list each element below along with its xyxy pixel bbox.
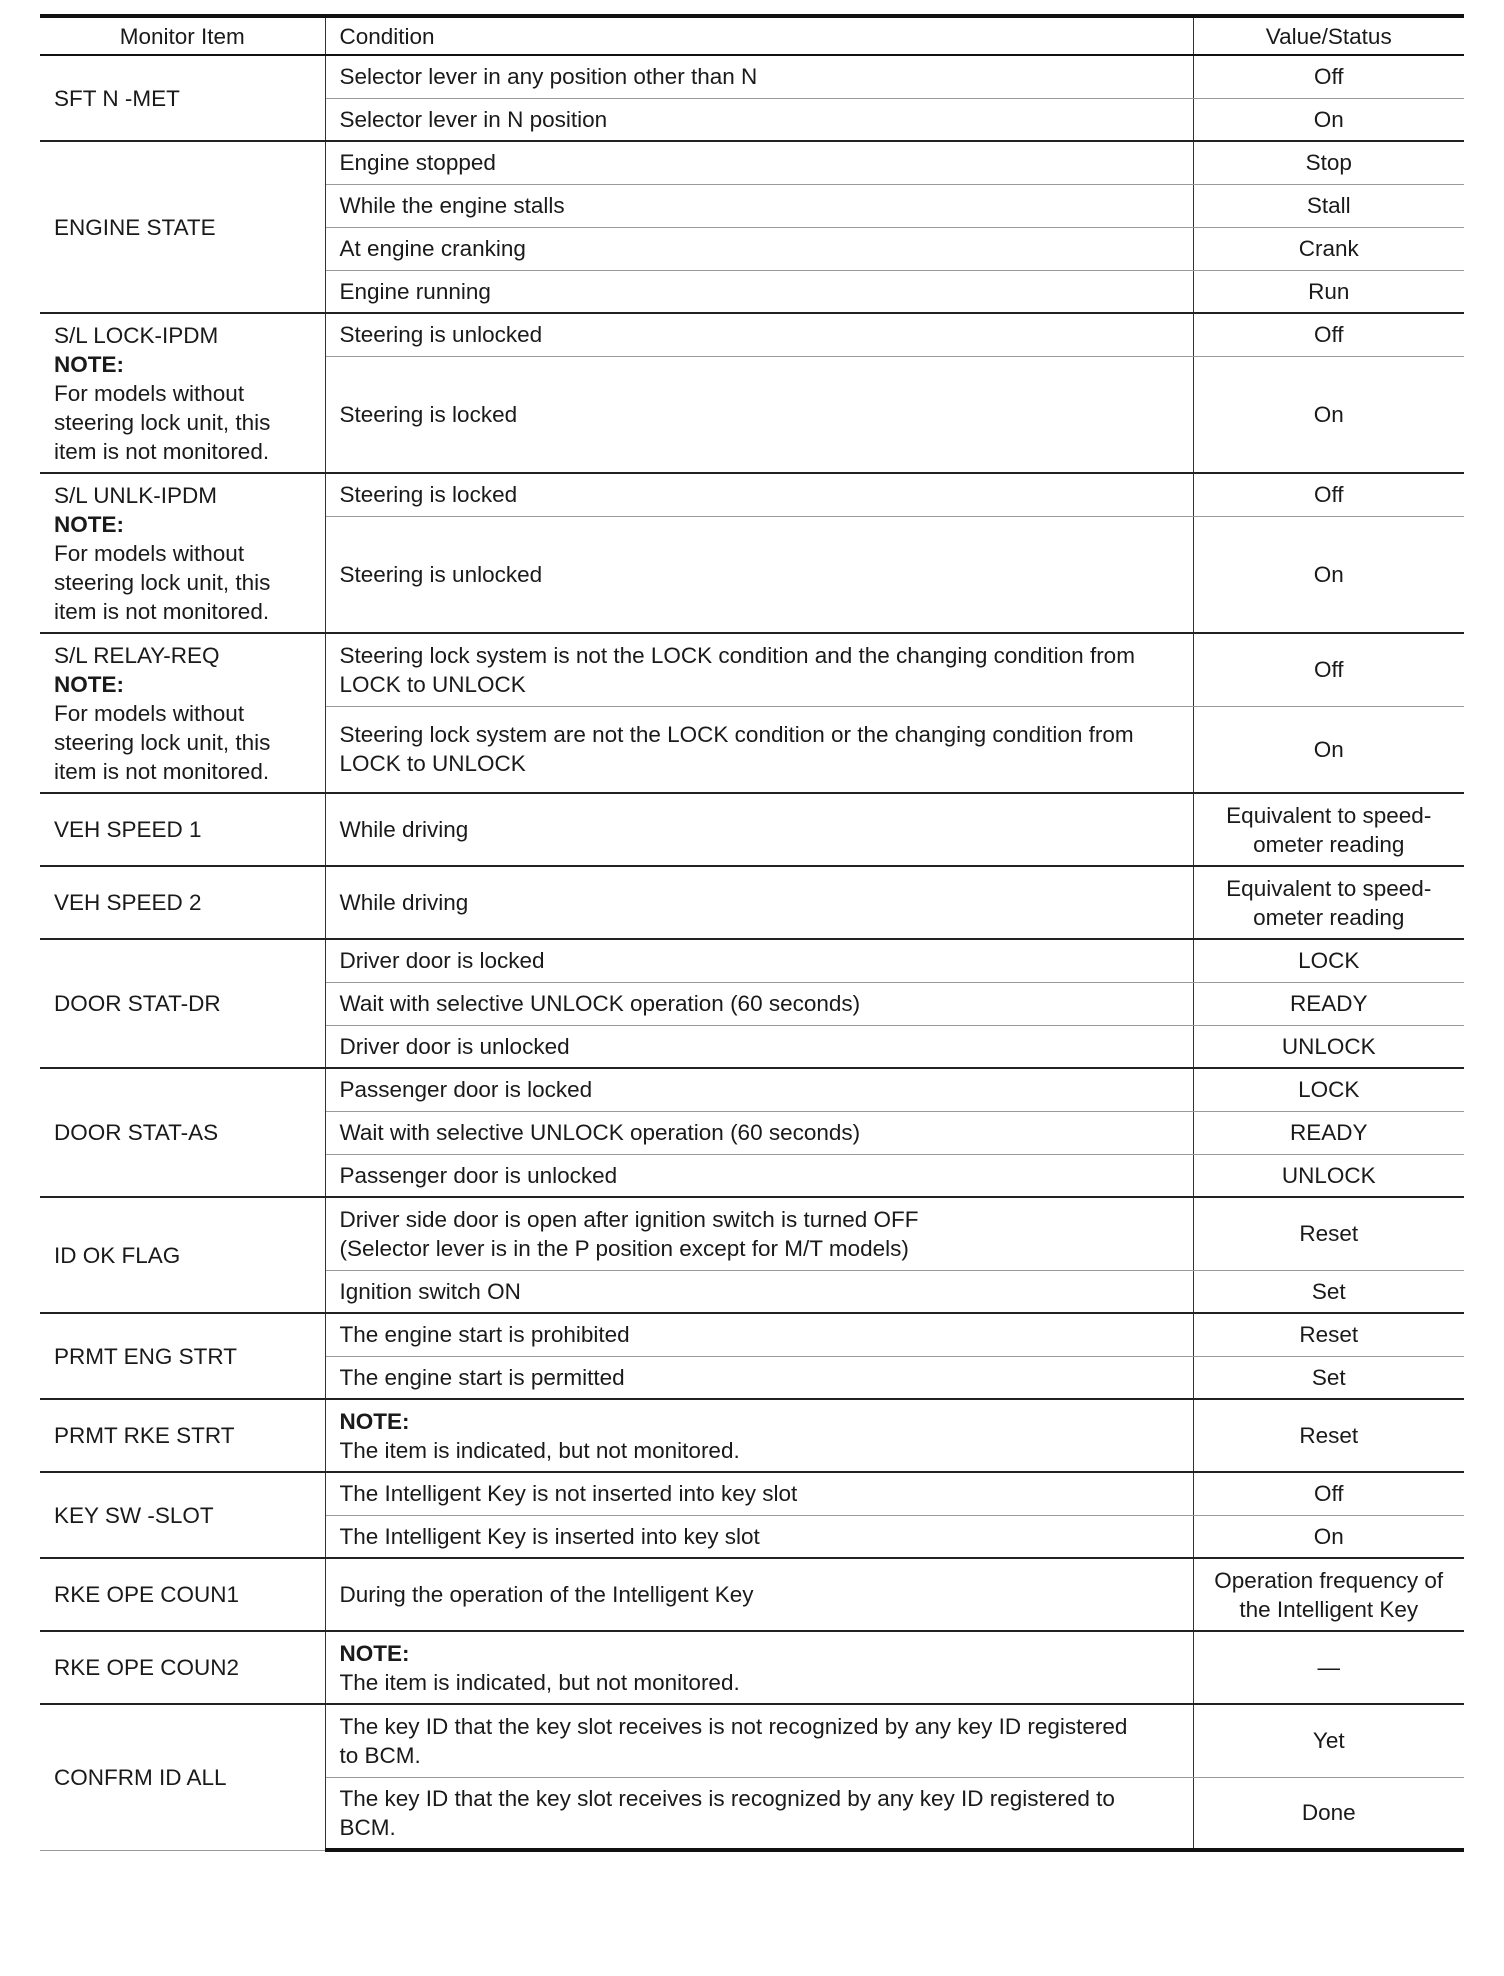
text-line: DOOR STAT-DR [54, 991, 221, 1016]
text-line: On [1313, 736, 1344, 762]
monitor-item-cell [40, 793, 325, 866]
value-status-cell [1193, 473, 1464, 516]
text-line: Wait with selective UNLOCK operation (60 seconds) [339, 991, 861, 1016]
text-line: RKE OPE COUN2 [54, 1655, 240, 1680]
table-row [40, 866, 1464, 939]
text-line: Passenger door is locked [339, 1077, 593, 1103]
text-line: Run [1308, 278, 1350, 304]
value-status-cell [1193, 1631, 1464, 1704]
table-row [40, 1704, 1464, 1777]
text-line: Set [1311, 1278, 1346, 1304]
text-line: The engine start is prohibited [339, 1322, 630, 1348]
text-line: ometer reading [1253, 904, 1405, 930]
text-line: Reset [1299, 1423, 1359, 1448]
value-status-cell [1193, 184, 1464, 227]
condition-cell [325, 939, 1193, 982]
value-status-cell [1193, 1197, 1464, 1270]
value-status-cell [1193, 313, 1464, 356]
monitor-item-cell [40, 939, 325, 1068]
header-monitor-item: Monitor Item [40, 16, 325, 55]
value-status-cell [1193, 1356, 1464, 1399]
condition-cell [325, 141, 1193, 184]
condition-cell [325, 1472, 1193, 1515]
text-line: Set [1311, 1364, 1346, 1390]
value-status-cell [1193, 1399, 1464, 1472]
text-line: LOCK [1298, 948, 1360, 974]
table-row [40, 1399, 1464, 1472]
text-line: UNLOCK [1281, 1162, 1376, 1188]
value-status-cell [1193, 1154, 1464, 1197]
condition-cell [325, 356, 1193, 473]
text-line: On [1313, 561, 1344, 587]
text-line: LOCK to UNLOCK [339, 751, 526, 777]
condition-cell [325, 866, 1193, 939]
value-status-cell [1193, 1270, 1464, 1313]
table-row [40, 633, 1464, 706]
text-line: item is not monitored. [54, 438, 270, 464]
condition-cell [325, 633, 1193, 706]
text-line: Driver door is locked [339, 948, 545, 974]
text-line: Engine running [339, 278, 491, 304]
table-row [40, 473, 1464, 516]
condition-cell [325, 1111, 1193, 1154]
text-line: S/L UNLK-IPDM [54, 482, 217, 508]
text-line: READY [1289, 1120, 1368, 1145]
monitor-item-cell [40, 473, 325, 633]
monitor-item-cell [40, 55, 325, 141]
text-line: For models without [54, 380, 245, 406]
text-line: The item is indicated, but not monitored. [339, 1437, 740, 1463]
text-line: On [1313, 1523, 1344, 1549]
text-line: (Selector lever is in the P position except for M/T models) [339, 1235, 909, 1261]
table-body [40, 55, 1464, 1850]
text-line: Off [1313, 64, 1344, 90]
text-line: Selector lever in any position other than N [339, 64, 758, 90]
text-line: Crank [1298, 236, 1359, 261]
text-line: item is not monitored. [54, 758, 270, 784]
condition-cell [325, 313, 1193, 356]
text-line: During the operation of the Intelligent Key [339, 1582, 754, 1607]
table-row [40, 1631, 1464, 1704]
monitor-item-cell [40, 1399, 325, 1472]
text-line: While driving [339, 817, 469, 842]
text-line: Off [1313, 482, 1344, 508]
table-row [40, 1068, 1464, 1111]
value-status-cell [1193, 866, 1464, 939]
monitor-item-cell [40, 1704, 325, 1850]
value-status-cell [1193, 1704, 1464, 1777]
text-line: The engine start is permitted [339, 1364, 625, 1390]
text-line: Equivalent to speed- [1226, 875, 1432, 901]
text-line: Steering lock system is not the LOCK condition and the changing condition from [339, 642, 1135, 668]
text-line: steering lock unit, this [54, 409, 271, 435]
value-status-cell [1193, 1025, 1464, 1068]
condition-cell [325, 1704, 1193, 1777]
text-line: steering lock unit, this [54, 569, 271, 595]
text-line: Steering lock system are not the LOCK condition or the changing condition from [339, 722, 1134, 748]
text-line: Stall [1306, 193, 1351, 218]
monitor-item-cell [40, 1558, 325, 1631]
text-line: PRMT ENG STRT [54, 1343, 237, 1369]
condition-cell [325, 1515, 1193, 1558]
monitor-item-cell [40, 633, 325, 793]
condition-cell [325, 1197, 1193, 1270]
value-status-cell [1193, 1558, 1464, 1631]
text-line: For models without [54, 700, 245, 726]
monitor-item-cell [40, 313, 325, 473]
table-row [40, 55, 1464, 98]
monitor-item-cell [40, 1472, 325, 1558]
text-line: BCM. [339, 1814, 396, 1840]
text-line: Reset [1299, 1221, 1359, 1247]
text-line: Ignition switch ON [339, 1278, 521, 1304]
condition-cell [325, 184, 1193, 227]
text-line: Reset [1299, 1322, 1359, 1348]
text-line: to BCM. [339, 1742, 421, 1768]
text-line: READY [1289, 991, 1368, 1016]
value-status-cell [1193, 227, 1464, 270]
text-line: Off [1313, 1481, 1344, 1507]
header-condition: Condition [325, 16, 1193, 55]
table-row [40, 141, 1464, 184]
monitor-item-cell [40, 1197, 325, 1313]
table-row [40, 793, 1464, 866]
text-line: At engine cranking [339, 236, 526, 261]
text-line: LOCK [1298, 1077, 1360, 1103]
text-line: Engine stopped [339, 150, 496, 176]
condition-cell [325, 1154, 1193, 1197]
text-line: The Intelligent Key is not inserted into key slot [339, 1481, 798, 1507]
text-line: Steering is locked [339, 401, 518, 427]
condition-cell [325, 516, 1193, 633]
condition-cell [325, 1068, 1193, 1111]
value-status-cell [1193, 1068, 1464, 1111]
condition-cell [325, 982, 1193, 1025]
condition-cell [325, 55, 1193, 98]
text-line: The item is indicated, but not monitored. [339, 1669, 740, 1695]
table-row [40, 939, 1464, 982]
value-status-cell [1193, 98, 1464, 141]
condition-cell [325, 1270, 1193, 1313]
text-line: Stop [1305, 150, 1352, 176]
note-label: NOTE: [54, 351, 124, 377]
condition-cell [325, 793, 1193, 866]
text-line: the Intelligent Key [1239, 1596, 1419, 1622]
condition-cell [325, 473, 1193, 516]
text-line: The Intelligent Key is inserted into key slot [339, 1523, 760, 1549]
note-label: NOTE: [339, 1408, 410, 1434]
note-label: NOTE: [54, 671, 124, 697]
text-line: item is not monitored. [54, 598, 270, 624]
text-line: Done [1301, 1800, 1356, 1826]
text-line: Selector lever in N position [339, 106, 608, 132]
condition-cell [325, 270, 1193, 313]
monitor-item-cell [40, 141, 325, 313]
text-line: The key ID that the key slot receives is recognized by any key ID registered to [339, 1785, 1115, 1811]
text-line: Driver side door is open after ignition switch is turned OFF [339, 1206, 919, 1232]
table-header-row [40, 16, 1464, 55]
table-row [40, 1472, 1464, 1515]
monitor-item-cell [40, 1631, 325, 1704]
table-row [40, 1197, 1464, 1270]
note-label: NOTE: [54, 511, 124, 537]
value-status-cell [1193, 1111, 1464, 1154]
value-status-cell [1193, 633, 1464, 706]
value-status-cell [1193, 356, 1464, 473]
value-status-cell [1193, 1313, 1464, 1356]
text-line: KEY SW -SLOT [54, 1502, 214, 1528]
value-status-cell [1193, 270, 1464, 313]
condition-cell [325, 1777, 1193, 1850]
text-line: DOOR STAT-AS [54, 1120, 219, 1145]
text-line: On [1313, 106, 1344, 132]
text-line: S/L LOCK-IPDM [54, 322, 219, 348]
value-status-cell [1193, 982, 1464, 1025]
text-line: steering lock unit, this [54, 729, 271, 755]
table-row [40, 1558, 1464, 1631]
text-line: On [1313, 401, 1344, 427]
text-line: While the engine stalls [339, 193, 565, 218]
text-line: VEH SPEED 1 [54, 817, 202, 842]
text-line: VEH SPEED 2 [54, 890, 202, 915]
condition-cell [325, 1313, 1193, 1356]
condition-cell [325, 1025, 1193, 1068]
condition-cell [325, 1631, 1193, 1704]
text-line: Operation frequency of [1214, 1567, 1444, 1593]
text-line: Driver door is unlocked [339, 1033, 570, 1059]
value-status-cell [1193, 939, 1464, 982]
text-line: Yet [1312, 1728, 1345, 1754]
text-line: PRMT RKE STRT [54, 1423, 235, 1448]
monitor-item-cell [40, 1068, 325, 1197]
text-line: Steering is unlocked [339, 322, 543, 348]
condition-cell [325, 1558, 1193, 1631]
text-line: Equivalent to speed- [1226, 802, 1432, 828]
text-line: ID OK FLAG [54, 1242, 181, 1268]
text-line: While driving [339, 890, 469, 915]
condition-cell [325, 227, 1193, 270]
text-line: For models without [54, 540, 245, 566]
value-status-cell [1193, 793, 1464, 866]
condition-cell [325, 1399, 1193, 1472]
text-line: Passenger door is unlocked [339, 1162, 618, 1188]
note-label: NOTE: [339, 1640, 410, 1666]
text-line: Steering is locked [339, 482, 518, 508]
monitor-item-cell [40, 866, 325, 939]
value-status-cell [1193, 516, 1464, 633]
value-status-cell [1193, 1515, 1464, 1558]
value-status-cell [1193, 141, 1464, 184]
text-line: UNLOCK [1281, 1033, 1376, 1059]
text-line: Wait with selective UNLOCK operation (60 seconds) [339, 1120, 861, 1145]
condition-cell [325, 98, 1193, 141]
text-line: Off [1313, 657, 1344, 683]
condition-cell [325, 706, 1193, 793]
text-line: ometer reading [1253, 831, 1405, 857]
text-line: S/L RELAY-REQ [54, 642, 220, 668]
text-line: Steering is unlocked [339, 561, 543, 587]
header-value-status: Value/Status [1193, 16, 1464, 55]
monitor-item-table [40, 14, 1464, 1852]
monitor-item-cell [40, 1313, 325, 1399]
text-line: — [1317, 1655, 1340, 1680]
text-line: SFT N -MET [54, 85, 180, 111]
table-row [40, 313, 1464, 356]
table-row [40, 1313, 1464, 1356]
text-line: CONFRM ID ALL [54, 1764, 227, 1790]
value-status-cell [1193, 55, 1464, 98]
text-line: The key ID that the key slot receives is not recognized by any key ID registered [339, 1713, 1128, 1739]
value-status-cell [1193, 706, 1464, 793]
value-status-cell [1193, 1472, 1464, 1515]
text-line: LOCK to UNLOCK [339, 671, 526, 697]
text-line: ENGINE STATE [54, 214, 216, 240]
value-status-cell [1193, 1777, 1464, 1850]
text-line: RKE OPE COUN1 [54, 1582, 240, 1607]
text-line: Off [1313, 322, 1344, 348]
condition-cell [325, 1356, 1193, 1399]
